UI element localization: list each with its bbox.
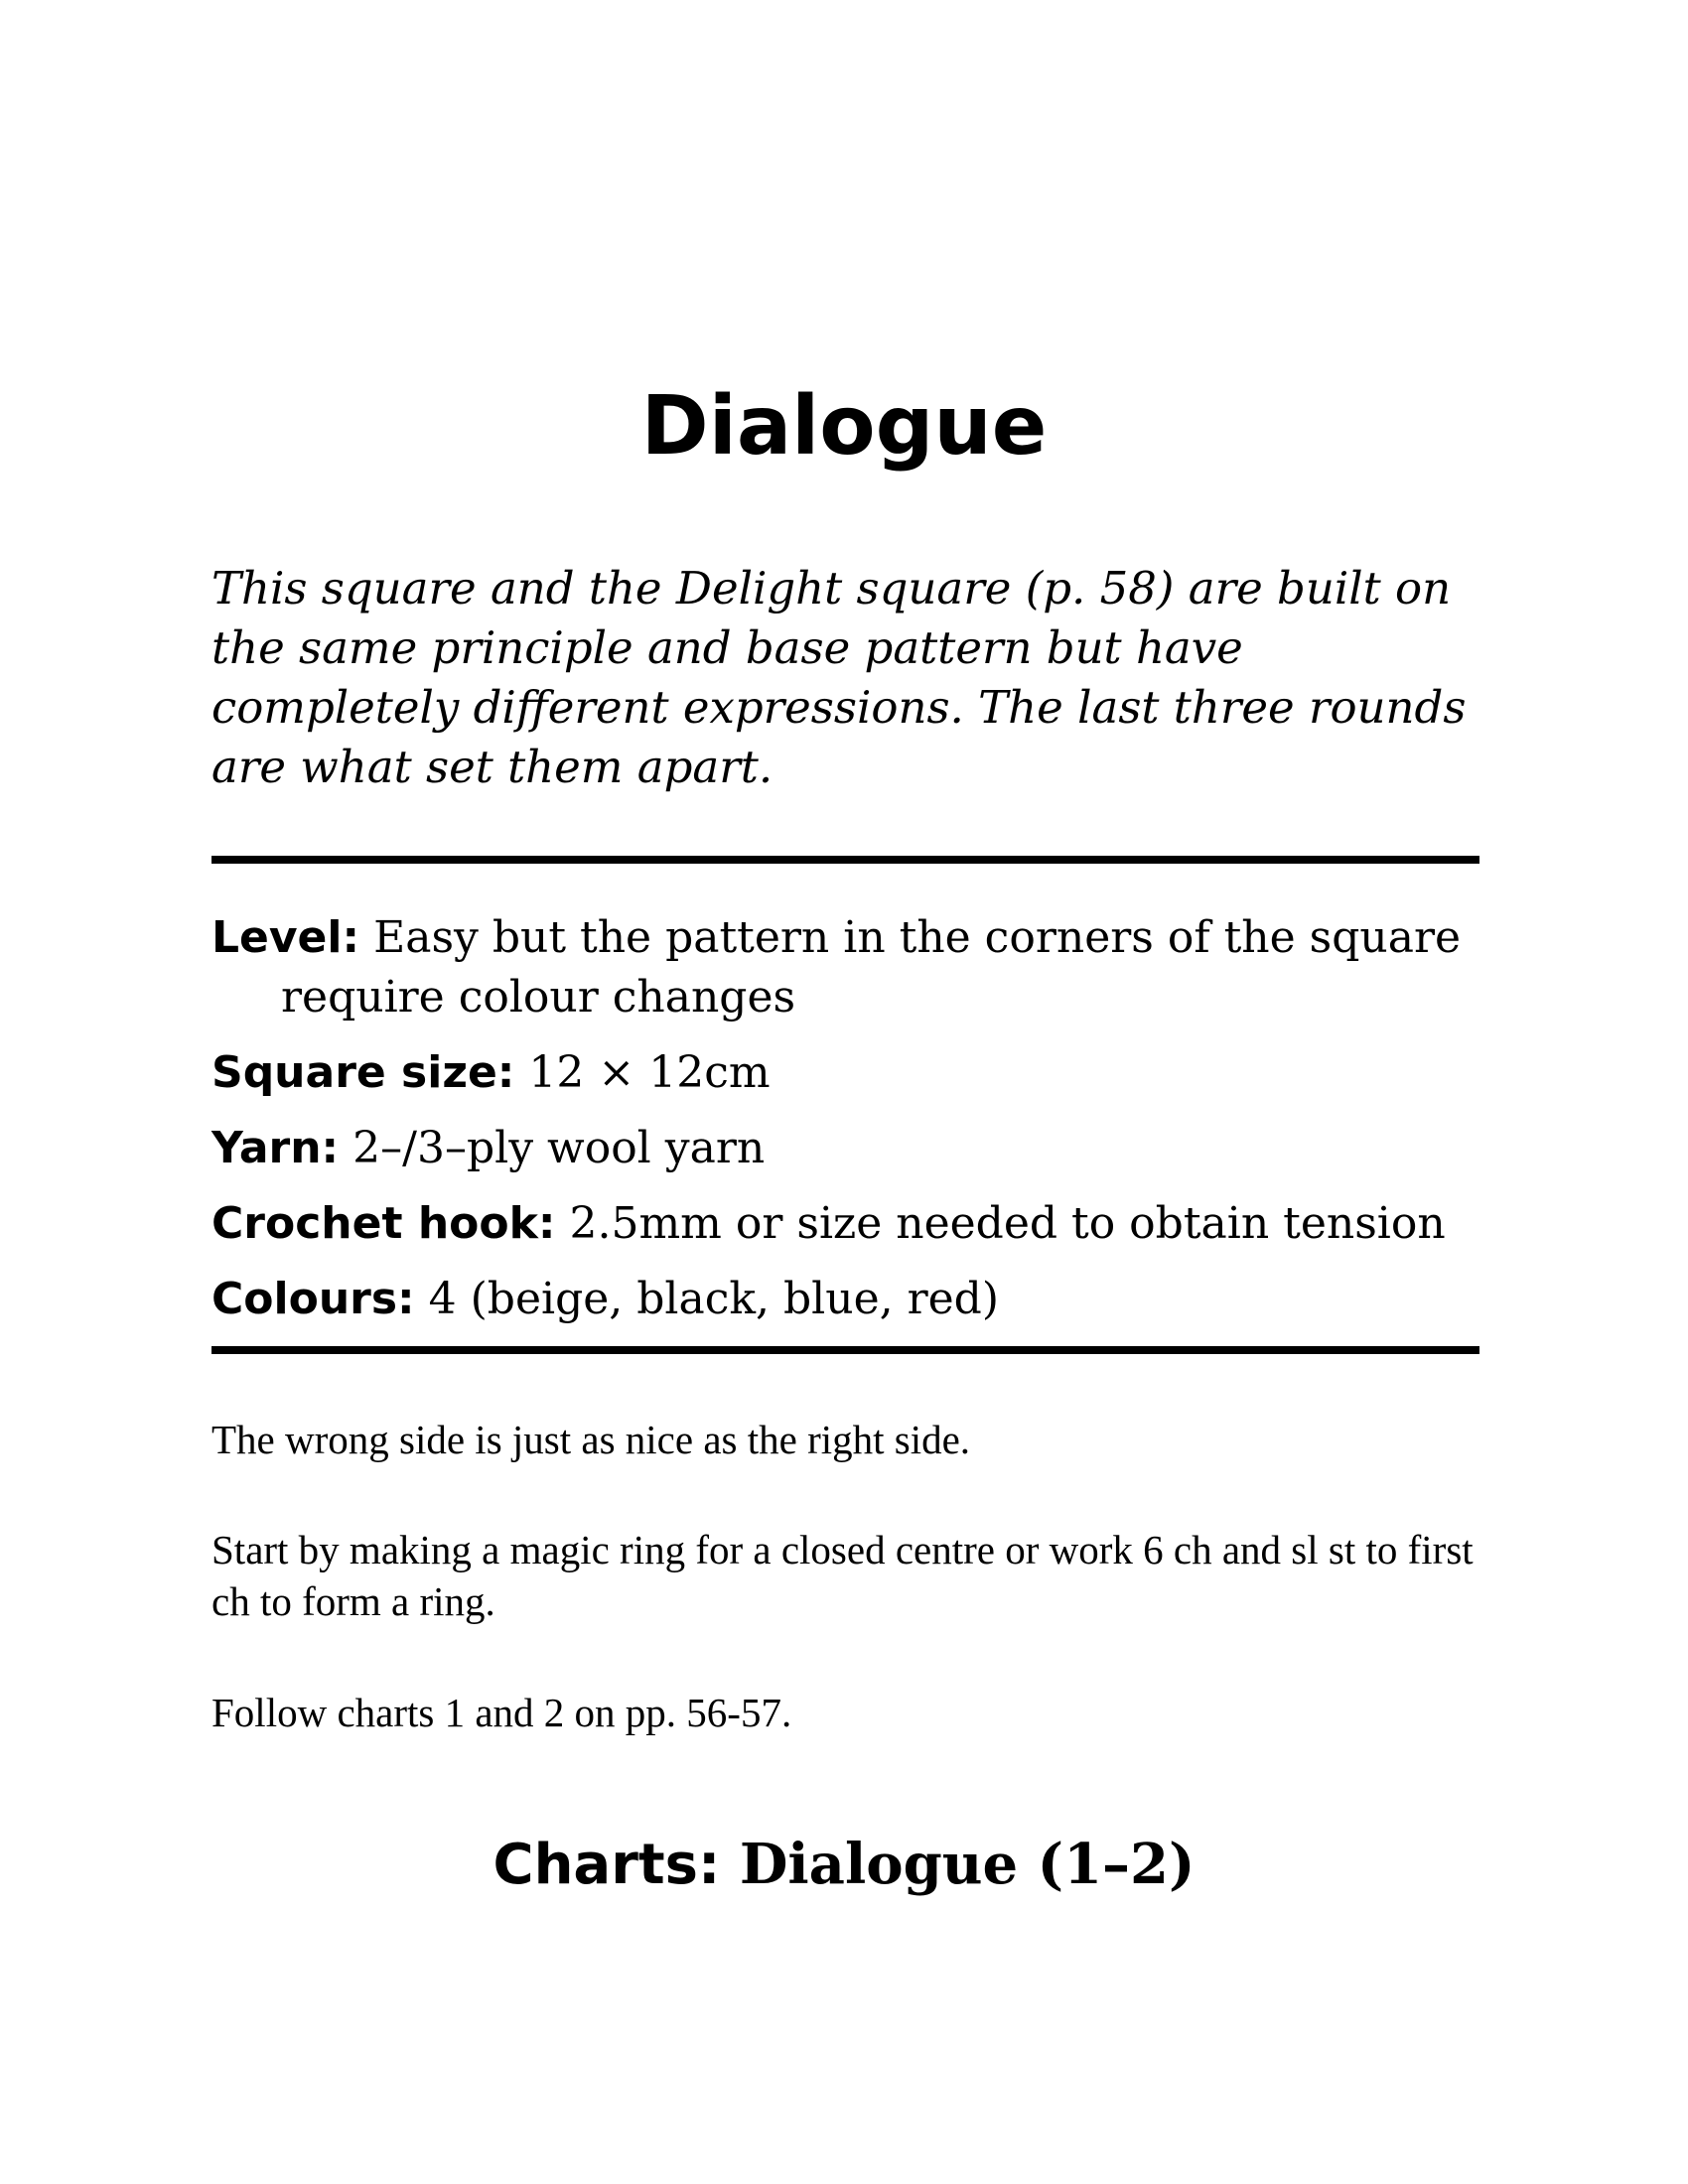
charts-label: Charts: [492,1833,721,1897]
intro-paragraph: This square and the Delight square (p. 58) are built on the same principle and base pattern but have completely different expressions. The last three rounds are what set them apart. [211,562,1467,793]
spec-value: 12 × 12cm [528,1047,771,1098]
body-paragraph: Start by making a magic ring for a closed centre or work 6 ch and sl st to first ch to form a ring. [211,1527,1474,1624]
body-paragraph: The wrong side is just as nice as the right side. [211,1417,971,1462]
divider-top [211,856,1479,864]
spec-label: Level: [211,912,360,963]
divider-bottom [211,1346,1479,1354]
spec-label: Crochet hook: [211,1198,556,1249]
spec-value: 2–/3–ply wool yarn [352,1123,766,1173]
spec-yarn [211,1119,1492,1178]
charts-value: Dialogue (1–2) [739,1832,1196,1897]
page-title: Dialogue [640,379,1048,474]
spec-label: Square size: [211,1047,515,1098]
spec-value: 4 (beige, black, blue, red) [428,1274,999,1324]
spec-level [211,908,1492,1027]
spec-value: 2.5mm or size needed to obtain tension [569,1198,1446,1249]
spec-label: Yarn: [211,1123,340,1173]
spec-square-size [211,1043,1492,1103]
specs-list [211,908,1492,1345]
spec-value: Easy but the pattern in the corners of the square require colour changes [281,912,1462,1023]
spec-label: Colours: [211,1274,415,1324]
spec-colours [211,1270,1492,1329]
charts-heading [0,1825,1688,1905]
spec-crochet-hook [211,1194,1492,1254]
body-paragraph: Follow charts 1 and 2 on pp. 56-57. [211,1690,792,1735]
